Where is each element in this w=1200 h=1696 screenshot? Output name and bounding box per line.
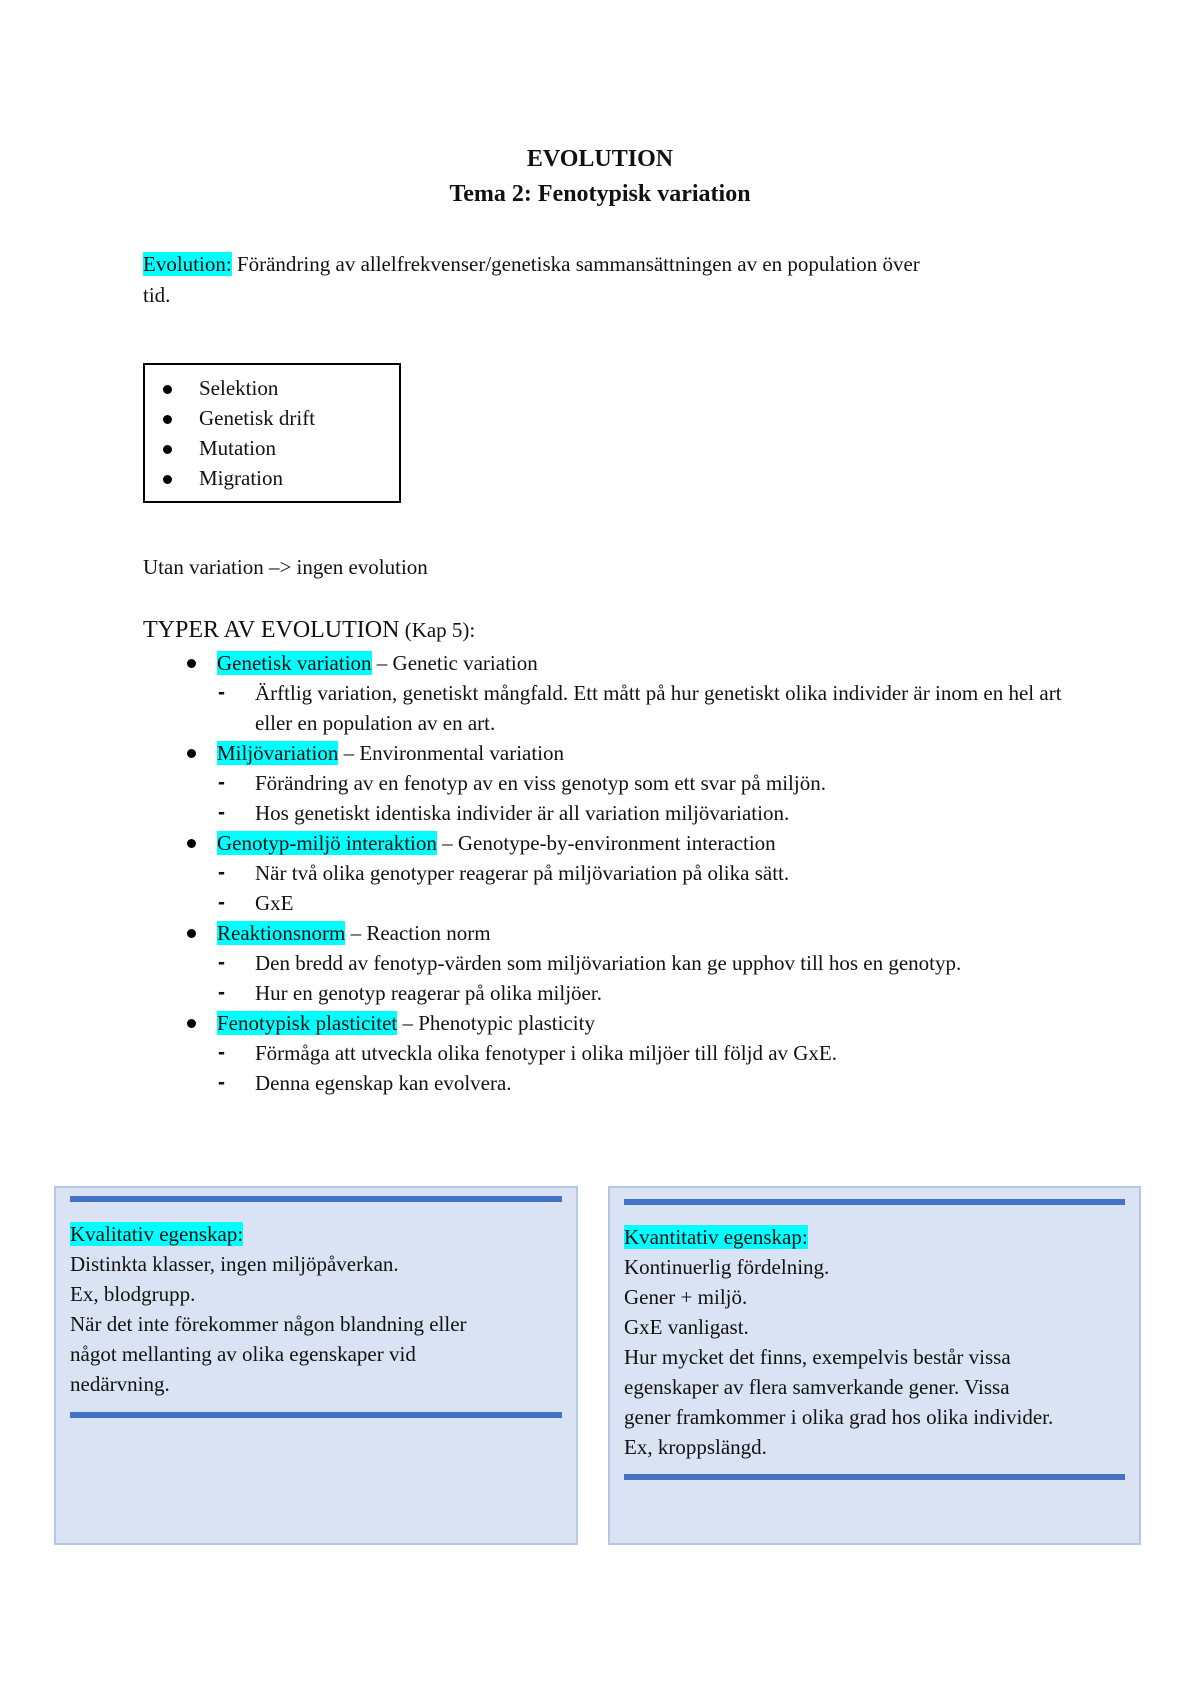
evolution-type-translation: – Environmental variation <box>338 741 565 765</box>
card-line: Ex, kroppslängd. <box>624 1435 767 1459</box>
evolution-type-detail: - Hur en genotyp reagerar på olika miljöer. <box>217 978 1065 1008</box>
mechanisms-list <box>199 373 315 493</box>
card-line: gener framkommer i olika grad hos olika individer. <box>624 1405 1054 1429</box>
definition-text: Förändring av allelfrekvenser/genetiska sammansättningen av en population över <box>231 252 920 276</box>
evolution-type <box>185 648 1065 738</box>
qualitative-content <box>70 1219 564 1399</box>
types-list <box>185 648 1065 1098</box>
evolution-type-detail: - GxE <box>217 888 1065 918</box>
card-line: Gener + miljö. <box>624 1285 748 1309</box>
evolution-type-translation: – Genotype-by-environment interaction <box>436 831 776 855</box>
card-line: Hur mycket det finns, exempelvis består vissa <box>624 1345 1011 1369</box>
evolution-type-heading <box>217 738 1065 768</box>
evolution-type-term: Genetisk variation <box>217 651 372 675</box>
mechanism-item: Genetisk drift <box>199 403 315 433</box>
mechanism-item: Migration <box>199 463 315 493</box>
mechanisms-box <box>143 363 401 503</box>
evolution-type-detail: - Förändring av en fenotyp av en viss genotyp som ett svar på miljön. <box>217 768 1065 798</box>
evolution-type-term: Fenotypisk plasticitet <box>217 1011 398 1035</box>
evolution-type <box>185 1008 1065 1098</box>
evolution-type-translation: – Genetic variation <box>371 651 538 675</box>
page-title: EVOLUTION <box>526 146 674 172</box>
card-line: Ex, blodgrupp. <box>70 1282 196 1306</box>
card-top-bar <box>70 1196 562 1202</box>
card-line: När det inte förekommer någon blandning eller <box>70 1312 467 1336</box>
mechanism-item: Mutation <box>199 433 315 463</box>
evolution-type-heading <box>217 828 1065 858</box>
evolution-type-detail: - Förmåga att utveckla olika fenotyper i olika miljöer till följd av GxE. <box>217 1038 1065 1068</box>
card-line: något mellanting av olika egenskaper vid <box>70 1342 416 1366</box>
types-heading-suffix: (Kap 5): <box>399 618 476 642</box>
evolution-type-term: Miljövariation <box>217 741 339 765</box>
card-line: Distinkta klasser, ingen miljöpåverkan. <box>70 1252 399 1276</box>
quantitative-heading: Kvantitativ egenskap: <box>624 1225 808 1249</box>
evolution-type <box>185 918 1065 1008</box>
evolution-type-term: Reaktionsnorm <box>217 921 346 945</box>
evolution-type-translation: – Reaction norm <box>345 921 491 945</box>
evolution-type-heading <box>217 918 1065 948</box>
quantitative-content <box>624 1222 1127 1462</box>
evolution-type <box>185 738 1065 828</box>
quantitative-card <box>608 1186 1141 1545</box>
card-top-bar <box>624 1199 1125 1205</box>
evolution-type-detail: - När två olika genotyper reagerar på miljövariation på olika sätt. <box>217 858 1065 888</box>
card-line: nedärvning. <box>70 1372 170 1396</box>
evolution-type-term: Genotyp-miljö interaktion <box>217 831 437 855</box>
card-line: GxE vanligast. <box>624 1315 749 1339</box>
variation-statement: Utan variation –> ingen evolution <box>143 555 428 579</box>
definition-text-continued: tid. <box>143 283 171 307</box>
evolution-type-detail: - Denna egenskap kan evolvera. <box>217 1068 1065 1098</box>
definition-term: Evolution: <box>143 252 232 276</box>
card-line: Kontinuerlig fördelning. <box>624 1255 830 1279</box>
evolution-type-detail: - Den bredd av fenotyp-värden som miljövariation kan ge upphov till hos en genotyp. <box>217 948 1065 978</box>
evolution-type <box>185 828 1065 918</box>
qualitative-heading: Kvalitativ egenskap: <box>70 1222 244 1246</box>
card-line: egenskaper av flera samverkande gener. Vissa <box>624 1375 1010 1399</box>
evolution-type-translation: – Phenotypic plasticity <box>397 1011 595 1035</box>
evolution-type-heading <box>217 648 1065 678</box>
card-bottom-bar <box>70 1412 562 1418</box>
mechanism-item: Selektion <box>199 373 315 403</box>
evolution-type-detail: - Hos genetiskt identiska individer är all variation miljövariation. <box>217 798 1065 828</box>
qualitative-card <box>54 1186 578 1545</box>
types-heading <box>143 615 475 646</box>
evolution-definition <box>143 249 1073 311</box>
types-heading-text: TYPER AV EVOLUTION <box>143 617 400 643</box>
evolution-type-detail: - Ärftlig variation, genetiskt mångfald. Ett mått på hur genetiskt olika individer är inom en hel art eller en population av en art. <box>217 678 1065 738</box>
evolution-type-heading <box>217 1008 1065 1038</box>
card-bottom-bar <box>624 1474 1125 1480</box>
page-subtitle: Tema 2: Fenotypisk variation <box>449 181 751 207</box>
